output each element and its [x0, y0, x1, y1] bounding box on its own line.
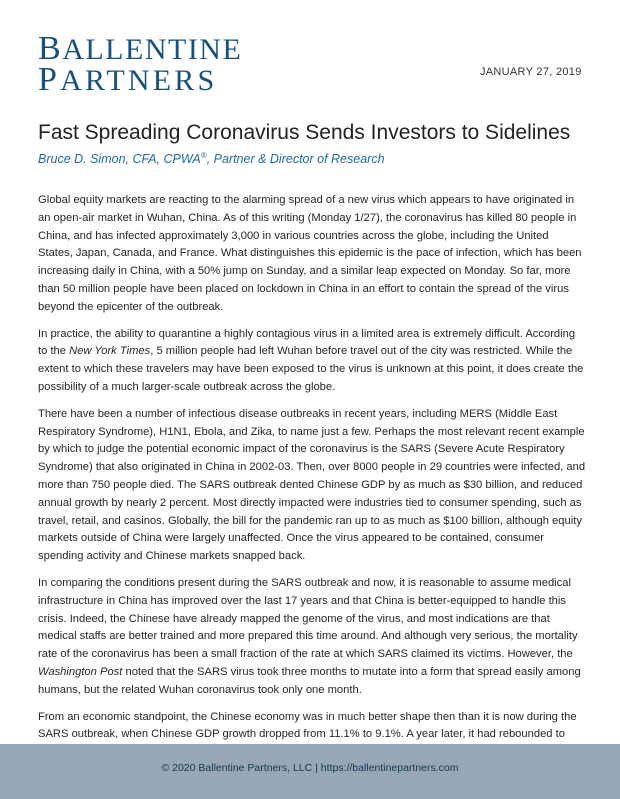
- publication-name: New York Times: [69, 345, 151, 358]
- registered-mark: ®: [200, 151, 207, 160]
- paragraph-1: Global equity markets are reacting to the alarming spread of a new virus which appears to have originated in an open-air market in Wuhan, China. As of this writing (Monday 1/27), the coronavirus has killed 80 people in China, and has infected approximately 3,000 in various countries across the globe, including the United States, Japan, Canada, and France. What distinguishes this epidemic is the pace of infection, which has been increasing daily in China, with a 50% jump on Sunday, and a similar leap expected on Monday. So far, more than 50 million people have been placed on lockdown in China in an effort to contain the spread of the virus beyond the epicenter of the outbreak.: [38, 194, 582, 313]
- paragraph-3: There have been a number of infectious disease outbreaks in recent years, including MERS (Middle East Respiratory Syndrome), H1N1, Ebola, and Zika, to name just a few. Perhaps the most relevant recent example by which to judge the potential economic impact of the coronavirus is the SARS (Severe Acute Respiratory Syndrome) that also originated in China in 2002-03. Then, over 8000 people in 29 countries were infected, and more than 750 people died. The SARS outbreak dented Chinese GDP by as much as $30 billion, and reduced annual growth by nearly 2 percent. Most directly impacted were industries tied to consumer spending, such as travel, retail, and casinos. Globally, the bill for the pandemic ran up to as much as $100 billion, although equity markets outside of China were largely unaffected. Once the virus appeared to be contained, consumer spending activity and Chinese markets snapped back.: [38, 407, 586, 563]
- article-author: [38, 151, 385, 166]
- author-role: , Partner & Director of Research: [206, 152, 385, 167]
- footer-text: © 2020 Ballentine Partners, LLC | https://ballentinepartners.com: [161, 762, 459, 774]
- document-date: JANUARY 27, 2019: [480, 66, 582, 78]
- logo-line-2: PARTNERS: [38, 61, 218, 98]
- paragraph-4: In comparing the conditions present during the SARS outbreak and now, it is reasonable to assume medical infrastructure in China has improved over the last 17 years and that China is better-equipped to handle this crisis. Indeed, the Chinese have already mapped the genome of the virus, and most indications are that medical staffs are better trained and more prepared this time around. And although very serious, the mortality rate of the coronavirus has been a small fraction of the rate at which SARS claimed its victims. However, the Washington Post noted that the SARS virus took three months to mutate into a form that spread easily among humans, but the related Wuhan coronavirus took only one month.: [38, 576, 581, 696]
- paragraph-2: In practice, the ability to quarantine a highly contagious virus in a limited area is extremely difficult. According to the New York Times, 5 million people had left Wuhan before travel out of the city was restricted. While the extent to which these travelers may have been exposed to the virus is unknown at this point, it does create the possibility of a much larger-scale outbreak across the globe.: [38, 327, 584, 393]
- publication-name: Washington Post: [38, 665, 123, 678]
- company-logo: [38, 30, 278, 98]
- page-footer: [0, 744, 620, 799]
- author-name: Bruce D. Simon, CFA, CPWA: [38, 152, 201, 167]
- paragraph-5: From an economic standpoint, the Chinese economy was in much better shape then than it is now during the SARS outbreak, when Chinese GDP growth dropped from 11.1% to 9.1%. A year later, it had rebounded to: [38, 710, 577, 741]
- logo-line-1: BALLENTINE: [38, 30, 243, 67]
- article-body: [38, 192, 586, 753]
- article-title: Fast Spreading Coronavirus Sends Investors to Sidelines: [38, 121, 571, 144]
